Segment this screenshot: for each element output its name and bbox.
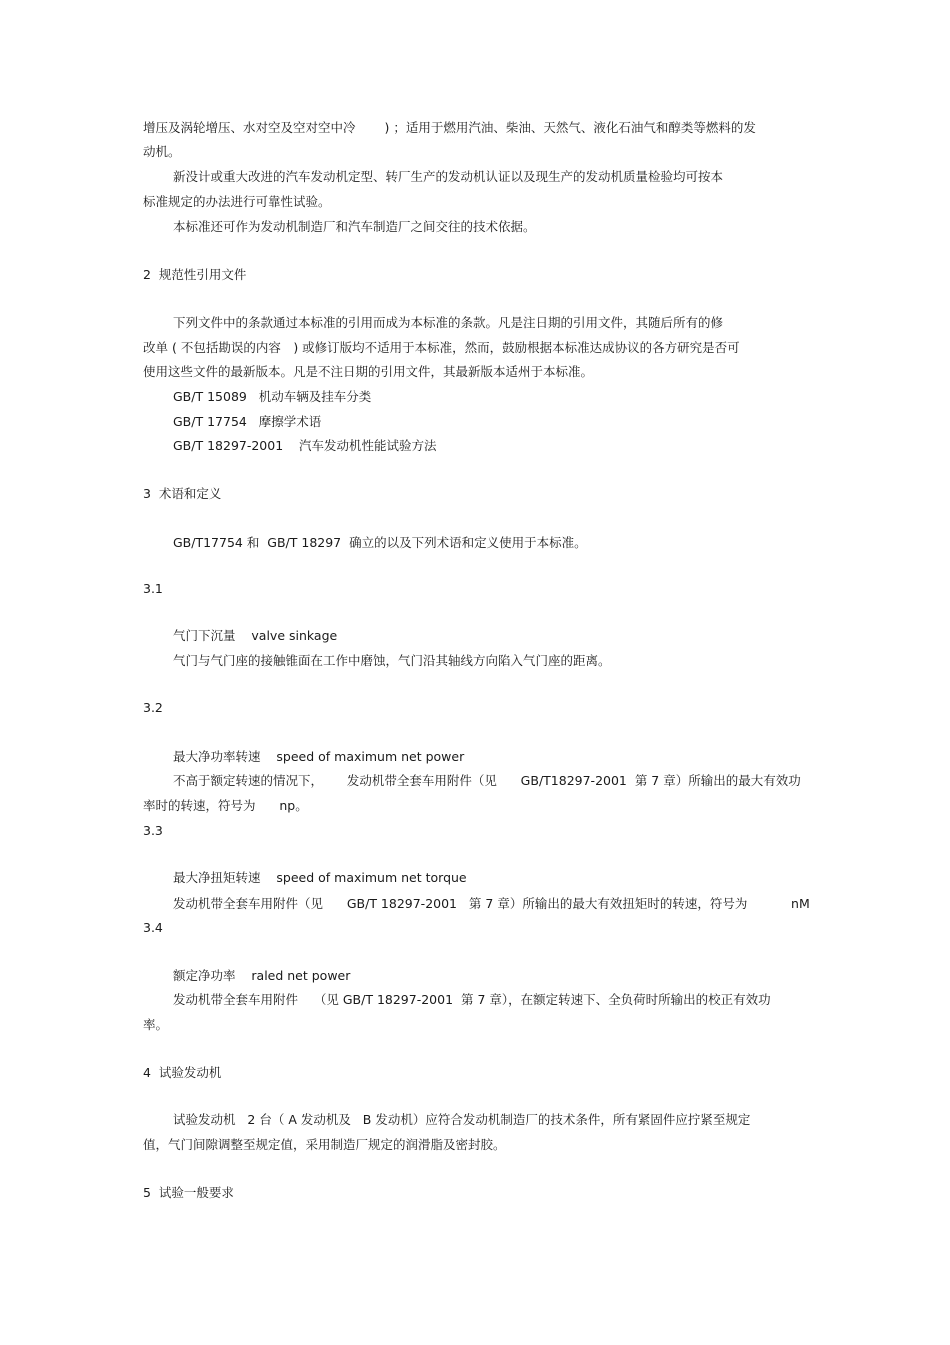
term-definition: 率。 [143,1017,169,1032]
text-line: 标准规定的办法进行可靠性试验。 [143,194,331,209]
term-title: 最大净功率转速 speed of maximum net power [173,749,465,764]
text-line: 下列文件中的条款通过本标准的引用而成为本标准的条款。凡是注日期的引用文件，其随后所有的修 [173,315,724,330]
clause-number: 3.1 [143,581,163,596]
term-definition: 气门与气门座的接触锥面在工作中磨蚀，气门沿其轴线方向陷入气门座的距离。 [173,653,611,668]
text-line: GB/T17754 和 GB/T 18297 确立的以及下列术语和定义使用于本标准。 [173,535,587,550]
term-title: 气门下沉量 valve sinkage [173,628,338,643]
section-heading: 3 术语和定义 [143,486,222,501]
text-line: 新没计或重大改进的汽车发动机定型、转厂生产的发动机认证以及现生产的发动机质量检验均可按本 [173,169,724,184]
term-definition: 发动机带全套车用附件（见 GB/T 18297-2001 第 7 章）所输出的最大有效扭矩时的转速，符号为 nM [173,896,810,911]
term-definition: 率时的转速，符号为 np。 [143,798,308,813]
section-heading: 5 试验一般要求 [143,1185,234,1200]
term-definition: 不高于额定转速的情况下， 发动机带全套车用附件（见 GB/T18297-2001 第 7 章）所输出的最大有效功 [173,773,801,788]
reference-item: GB/T 15089 机动车辆及挂车分类 [173,389,372,404]
section-heading: 2 规范性引用文件 [143,267,247,282]
text-line: 值，气门间隙调整至规定值，采用制造厂规定的润滑脂及密封胶。 [143,1137,506,1152]
text-line: 动机。 [143,144,181,159]
clause-number: 3.4 [143,920,163,935]
term-title: 最大净扭矩转速 speed of maximum net torque [173,870,467,885]
clause-number: 3.3 [143,823,163,838]
text-line: 改单 ( 不包括勘误的内容 ) 或修订版均不适用于本标准，然而，鼓励根据本标准达成协议的各方研究是否可 [143,340,740,355]
text-line: 本标准还可作为发动机制造厂和汽车制造厂之间交往的技术依据。 [173,219,536,234]
text-line: 使用这些文件的最新版本。凡是不注日期的引用文件，其最新版本适州于本标准。 [143,364,594,379]
clause-number: 3.2 [143,700,163,715]
term-definition: 发动机带全套车用附件 （见 GB/T 18297-2001 第 7 章），在额定转速下、全负荷时所输出的校正有效功 [173,992,771,1007]
reference-item: GB/T 18297-2001 汽车发动机性能试验方法 [173,438,437,453]
text-line: 试验发动机 2 台（ A 发动机及 B 发动机）应符合发动机制造厂的技术条件，所有紧固件应拧紧至规定 [173,1112,751,1127]
reference-item: GB/T 17754 摩擦学术语 [173,414,322,429]
text-line: 增压及涡轮增压、水对空及空对空中冷 ) ；适用于燃用汽油、柴油、天然气、液化石油气和醇类等燃料的发 [143,120,756,135]
term-title: 额定净功率 raled net power [173,968,351,983]
section-heading: 4 试验发动机 [143,1065,222,1080]
